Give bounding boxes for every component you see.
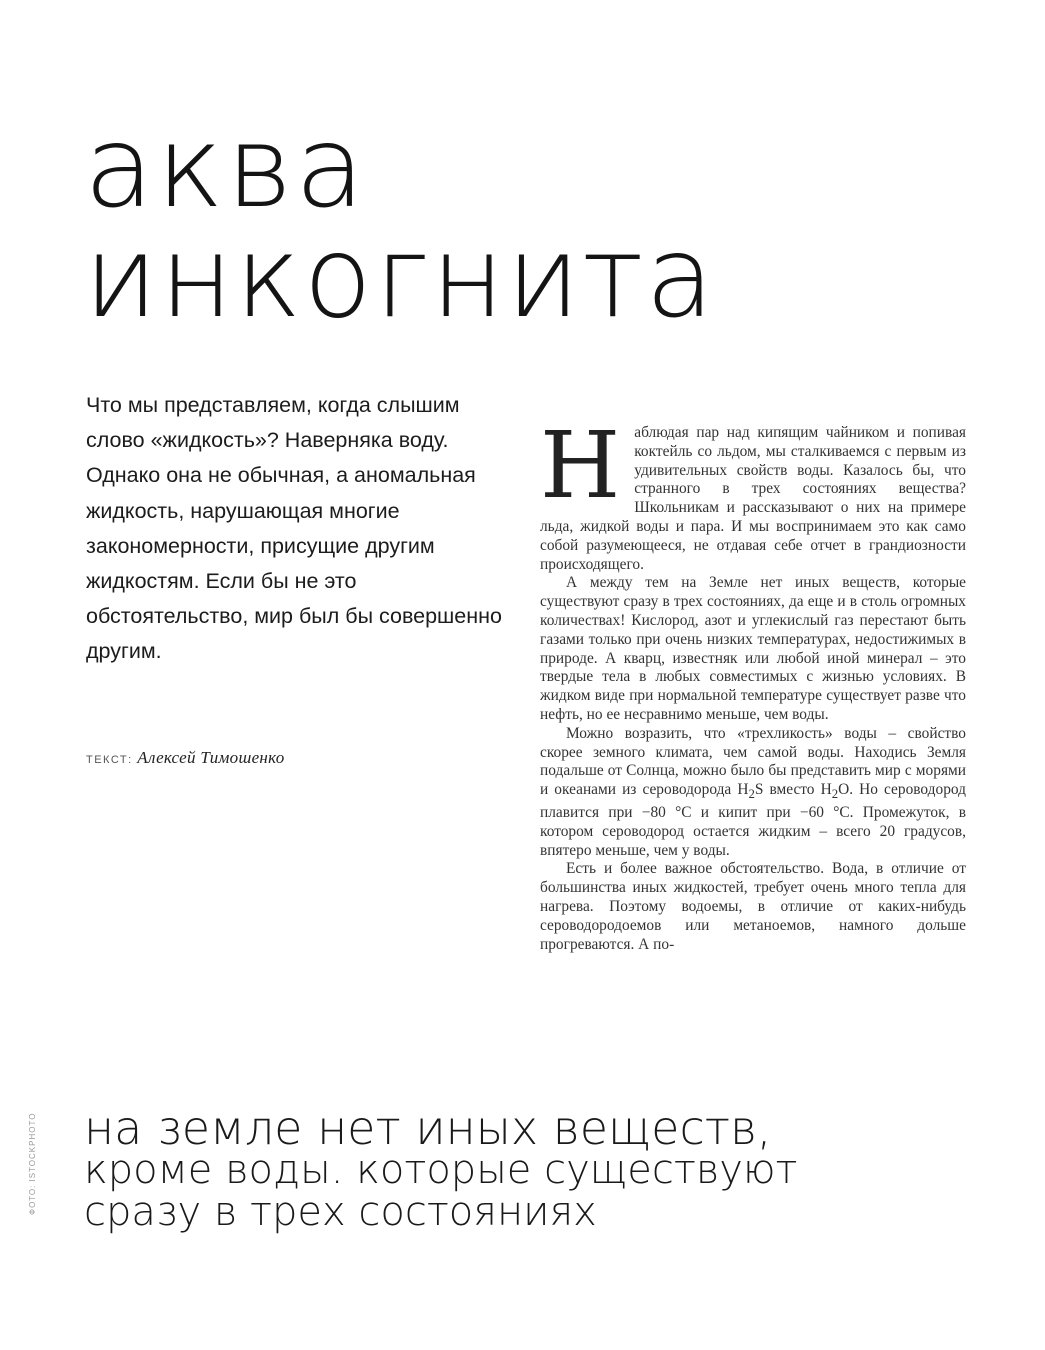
credit-label: ТЕКСТ: (86, 754, 133, 766)
drop-cap: Н (540, 412, 621, 519)
pull-quote-line1: на земле нет иных веществ, (84, 1101, 772, 1155)
paragraph3-part-c: O. Но сероводород плавится при −80 °C и кипит при −60 °C. Промежуток, в котором сероводород остается жидким – всего 20 градусов, впятеро меньше, чем у воды. (540, 781, 966, 859)
article-lead: Что мы представляем, когда слышим слово «жидкость»? Наверняка воду. Однако она не обычная, а аномальная жидкость, нарушающая многие закономерности, присущие другим жидкостям. Если бы не это обстоятельство, мир был бы совершенно другим. (86, 393, 502, 664)
subscript-2: 2 (748, 787, 755, 802)
body-paragraph-3 (540, 725, 966, 861)
pull-quote-line3: сразу в трех состояниях (84, 1189, 597, 1235)
body-paragraph-1: аблюдая пар над кипящим чайником и попивая коктейль со льдом, мы сталкиваемся с первым из удивительных свойств воды. Казалось бы, что странного в трех состояниях вещества? Школьникам и рассказывают о них на примере льда, жидкой воды и пара. И мы воспринимаем это как само собой разумеющееся, не отдавая себе отчет в грандиозности происходящего. (540, 424, 966, 573)
credit-author: Алексей Тимошенко (137, 748, 285, 767)
article-body (540, 412, 966, 954)
body-paragraph-4: Есть и более важное обстоятельство. Вода, в отличие от большинства иных жидкостей, требует очень много тепла для нагрева. Поэтому водоемы, в отличие от каких-нибудь сероводородоемов или метаноемов, намного дольше прогреваются. А по- (540, 860, 966, 953)
article-title-line2: инкогнита (84, 213, 717, 343)
body-paragraph-2: А между тем на Земле нет иных веществ, которые существуют сразу в трех состояниях, да еще и в столь огромных количествах! Кислород, азот и углекислый газ перестают быть газами только при очень низких температурах, недостижимых в природе. А кварц, известняк или любой иной минерал – это твердые тела в любых совместимых с жизнью условиях. В жидком виде при нормальной температуре существует разве что нефть, но ее несравнимо меньше, чем воды. (540, 574, 966, 723)
author-credit (86, 748, 285, 768)
subscript-2: 2 (831, 787, 839, 802)
paragraph3-part-a: Можно возразить, что «трехликость» воды – свойство скорее земного климата, чем самой воды. Находись Земля подальше от Солнца, можно было бы представить мир с морями и океанами из сероводорода H (540, 724, 966, 799)
photo-credit: ФОТО: ISTOCKPHOTO (28, 1112, 37, 1215)
article-title-line1: аква (84, 103, 367, 233)
pull-quote-line2: кроме воды. которые существуют (84, 1147, 798, 1193)
paragraph3-part-b: S вместо H (754, 781, 832, 799)
